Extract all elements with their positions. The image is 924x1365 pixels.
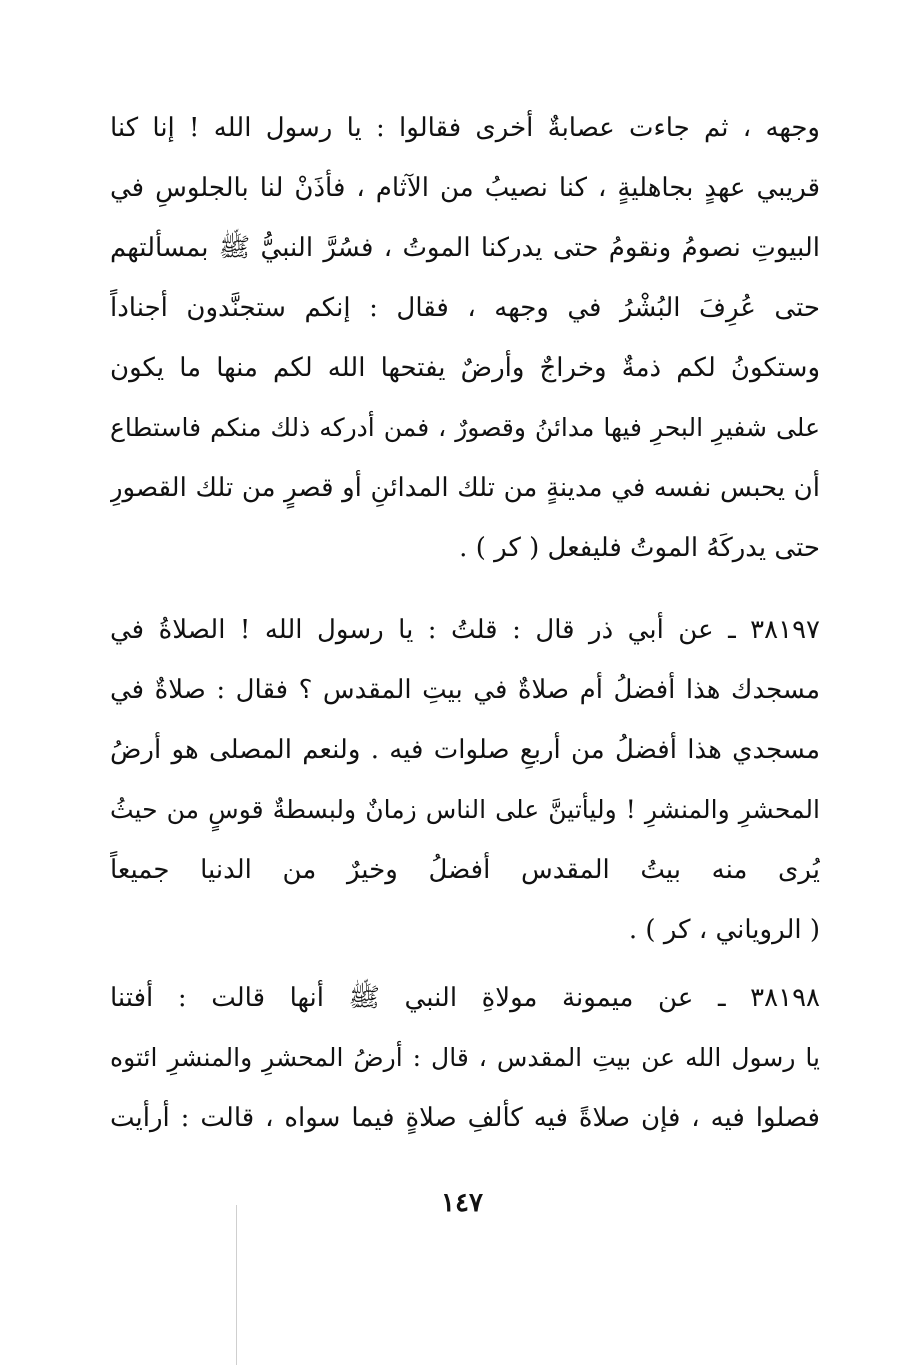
hadith-38198 (110, 968, 820, 1148)
page-number: ١٤٧ (441, 1188, 483, 1218)
text-line: وستكونُ لكم ذمةٌ وخراجٌ وأرضٌ يفتحها الله لكم منها ما يكون (110, 353, 820, 383)
paragraph-continuation (110, 98, 820, 578)
text-line: حتى عُرِفَ البُشْرُ في وجهه ، فقال : إنكم ستجنَّدون أجناداً (110, 293, 820, 323)
text-line: فصلوا فيه ، فإن صلاةً فيه كألفِ صلاةٍ فيما سواه ، قالت : أرأيت (110, 1103, 820, 1133)
scan-edge-divider (236, 1205, 237, 1365)
text-line: يُرى منه بيتُ المقدس أفضلُ وخيرٌ من الدنيا جميعاً (110, 855, 820, 885)
text-line: قريبي عهدٍ بجاهليةٍ ، كنا نصيبُ من الآثام ، فأذَنْ لنا بالجلوسِ في (110, 173, 820, 203)
text-line: المحشرِ والمنشرِ ! وليأتينَّ على الناس زمانٌ ولبسطةٌ قوسٍ من حيثُ (110, 795, 820, 824)
text-line: وجهه ، ثم جاءت عصابةٌ أخرى فقالوا : يا رسول الله ! إنا كنا (110, 113, 820, 143)
text-line: يا رسول الله عن بيتِ المقدس ، قال : أرضُ المحشرِ والمنشرِ ائتوه (110, 1043, 820, 1072)
text-line: مسجدي هذا أفضلُ من أربعِ صلوات فيه . ولنعم المصلى هو أرضُ (110, 735, 820, 765)
text-line: ( الروياني ، كر ) . (628, 915, 820, 945)
text-line: البيوتِ نصومُ ونقومُ حتى يدركنا الموتُ ، فسُرَّ النبيُّ ﷺ بمسألتهم (110, 233, 820, 263)
text-line: مسجدك هذا أفضلُ أم صلاةٌ في بيتِ المقدس ؟ فقال : صلاةٌ في (110, 675, 820, 705)
hadith-38197 (110, 600, 820, 960)
text-line: حتى يدركَهُ الموتُ فليفعل ( كر ) . (459, 533, 820, 563)
text-line: أن يحبس نفسه في مدينةٍ من تلك المدائنِ أو قصرٍ من تلك القصورِ (110, 473, 820, 503)
text-line: ٣٨١٩٨ ـ عن ميمونة مولاةِ النبي ﷺ أنها قالت : أفتنا (110, 983, 820, 1013)
text-line: على شفيرِ البحرِ فيها مدائنُ وقصورٌ ، فمن أدركه ذلك منكم فاستطاع (110, 413, 820, 442)
text-line: ٣٨١٩٧ ـ عن أبي ذر قال : قلتُ : يا رسول الله ! الصلاةُ في (110, 615, 820, 645)
